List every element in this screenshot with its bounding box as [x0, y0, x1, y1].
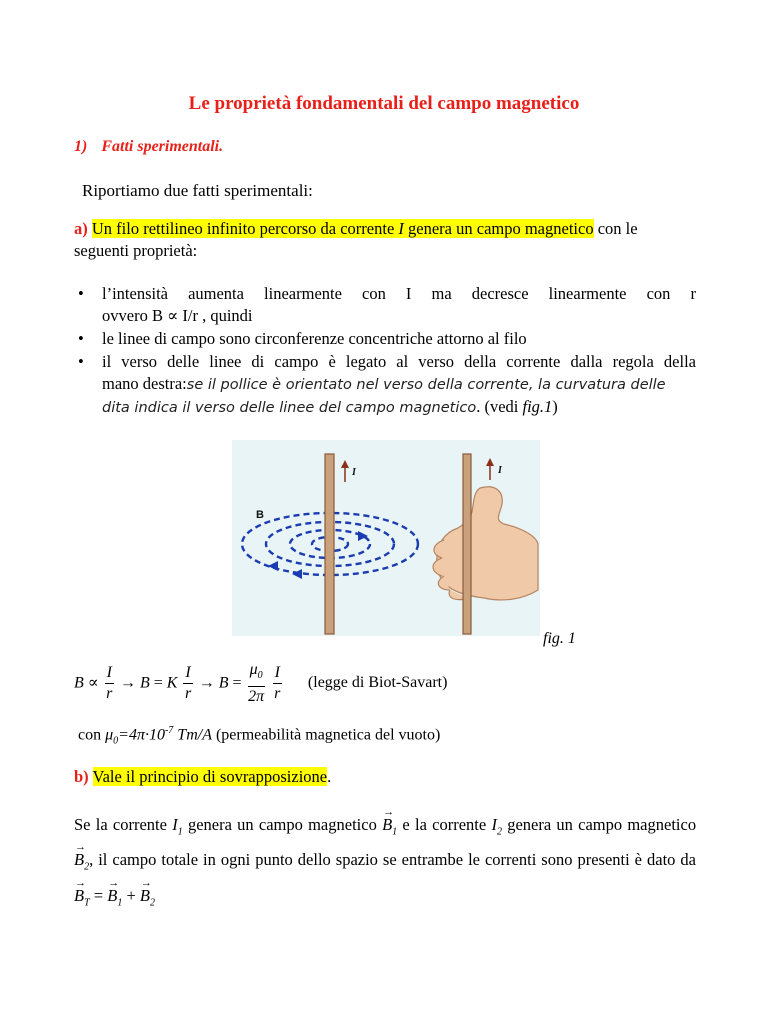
bullet-2-text: le linee di campo sono circonferenze concentriche attorno al filo — [102, 329, 527, 348]
point-b-end: . — [327, 767, 332, 786]
bullet-3-line-2 — [102, 373, 696, 396]
formula-eq-2: = — [232, 674, 242, 692]
list-item — [74, 328, 696, 350]
bullet-3-line-1: il verso delle linee di campo è legato al verso della corrente dalla regola della — [102, 352, 696, 371]
sp-t2: genera un campo magnetico — [187, 815, 377, 834]
frac-num — [248, 660, 265, 687]
right-current-label-I: I — [498, 465, 502, 476]
section-number: 1) — [74, 138, 88, 155]
mu-symbol: μ — [249, 661, 258, 678]
figure-caption: fig. 1 — [543, 630, 576, 647]
bullet-3-line-3 — [102, 396, 696, 419]
sp-plus: + — [126, 885, 136, 905]
vec-letter: B — [74, 850, 85, 870]
sp-I1-sub: 1 — [177, 826, 183, 838]
formula-K: K — [166, 674, 178, 692]
point-b-highlight: Vale il principio di sovrapposizione — [92, 767, 328, 786]
vec-sub: 2 — [84, 861, 90, 873]
formula-B-1: B — [74, 674, 84, 692]
vec-sub: 1 — [117, 896, 123, 908]
biot-savart-formula — [74, 660, 447, 707]
vector-BT — [74, 882, 90, 917]
vec-letter: B — [382, 815, 393, 834]
frac-num: I — [105, 663, 114, 684]
vec-letter: B — [107, 885, 118, 905]
mu-unit: Tm/A — [177, 726, 212, 744]
point-b-marker: b) — [74, 767, 89, 786]
mu-exp: -7 — [164, 725, 174, 736]
left-current-label-I: I — [352, 467, 356, 478]
bullet-icon: • — [78, 352, 84, 371]
sp-I1: I — [172, 815, 178, 834]
bullet-3-end: ) — [552, 397, 558, 416]
point-a-paragraph — [74, 218, 696, 262]
bullet-3-fig-ref: fig.1 — [522, 397, 553, 416]
vector-B1 — [382, 811, 397, 846]
frac-den: r — [274, 685, 281, 703]
properties-list — [74, 283, 696, 420]
frac-den: r — [106, 685, 113, 703]
bullet-icon: • — [78, 329, 84, 348]
mu0-definition — [78, 725, 440, 747]
formula-eq-1: = — [153, 674, 163, 692]
fraction-I-over-r — [183, 663, 192, 704]
vec-letter: B — [74, 885, 85, 905]
vec-sub: T — [84, 896, 90, 908]
fraction-I-over-r — [273, 663, 282, 704]
list-item — [74, 283, 696, 327]
sp-t4: genera un campo magnetico — [507, 815, 697, 834]
vec-sub: 2 — [149, 896, 155, 908]
superposition-paragraph — [74, 811, 696, 917]
point-a-var-I: I — [398, 219, 404, 238]
formula-arrow-2: → — [198, 674, 215, 692]
point-a-highlight-1: Un filo rettilineo infinito percorso da corrente — [91, 219, 395, 238]
vector-B1-sum — [107, 882, 122, 917]
bullet-3-ref: . (vedi — [476, 397, 523, 416]
section-label: Fatti sperimentali. — [101, 138, 224, 155]
sp-t1: Se la corrente — [74, 815, 167, 834]
bullet-1-line-1: l’intensità aumenta linearmente con I ma decresce linearmente con r — [102, 284, 696, 303]
point-a-highlight — [92, 219, 594, 238]
sp-t3: e la corrente — [402, 815, 487, 834]
sp-eq: = — [93, 885, 104, 905]
point-a-highlight-2: genera un campo magnetico — [408, 219, 594, 238]
mu-sub: 0 — [113, 735, 119, 747]
intro-text: Riportiamo due fatti sperimentali: — [82, 181, 313, 200]
mu-symbol: μ — [105, 726, 114, 744]
list-item — [74, 351, 696, 419]
frac-num: I — [273, 663, 282, 684]
vector-B2-sum — [140, 882, 155, 917]
bullet-1-line-2: ovvero B ∝ I/r , quindi — [102, 306, 253, 325]
bullet-icon: • — [78, 284, 84, 303]
frac-den: 2π — [248, 688, 265, 706]
page-title: Le proprietà fondamentali del campo magnetico — [188, 93, 580, 114]
sp-t5: , il campo totale in ogni punto dello spazio se entrambe le correnti sono presenti è dato da — [89, 850, 696, 870]
bullet-3-plain: mano destra: — [102, 374, 187, 393]
formula-note: (legge di Biot-Savart) — [307, 674, 448, 692]
left-wire-rod — [325, 454, 334, 634]
bullet-3-cursive-1: se il pollice è orientato nel verso della corrente, la curvatura delle — [186, 377, 666, 393]
point-a-rest: con le seguenti proprietà: — [74, 219, 638, 260]
right-wire-rod — [463, 454, 471, 634]
mu-note: (permeabilità magnetica del vuoto) — [215, 726, 441, 744]
point-a-marker: a) — [74, 219, 88, 238]
bullet-3-cursive-2: dita indica il verso delle linee del campo magnetico — [102, 400, 477, 416]
sp-I2-sub: 2 — [496, 826, 502, 838]
fraction-mu0-over-2pi — [248, 660, 265, 707]
frac-num: I — [183, 663, 192, 684]
formula-B-3: B — [218, 674, 229, 692]
mu-prefix: con — [78, 726, 102, 744]
section-heading — [74, 138, 223, 156]
formula-B-2: B — [139, 674, 150, 692]
mu-value: =4π·10 — [118, 726, 165, 744]
figure-1 — [232, 440, 540, 636]
vec-letter: B — [139, 885, 150, 905]
sp-I2: I — [491, 815, 497, 834]
frac-den: r — [184, 685, 192, 703]
fraction-I-over-r — [105, 663, 114, 704]
mu-sub: 0 — [257, 670, 263, 682]
field-label-B: B — [256, 509, 264, 521]
point-b-paragraph — [74, 767, 331, 787]
formula-arrow-1: → — [119, 674, 136, 692]
vec-sub: 1 — [392, 826, 398, 838]
formula-prop: ∝ — [87, 674, 99, 692]
